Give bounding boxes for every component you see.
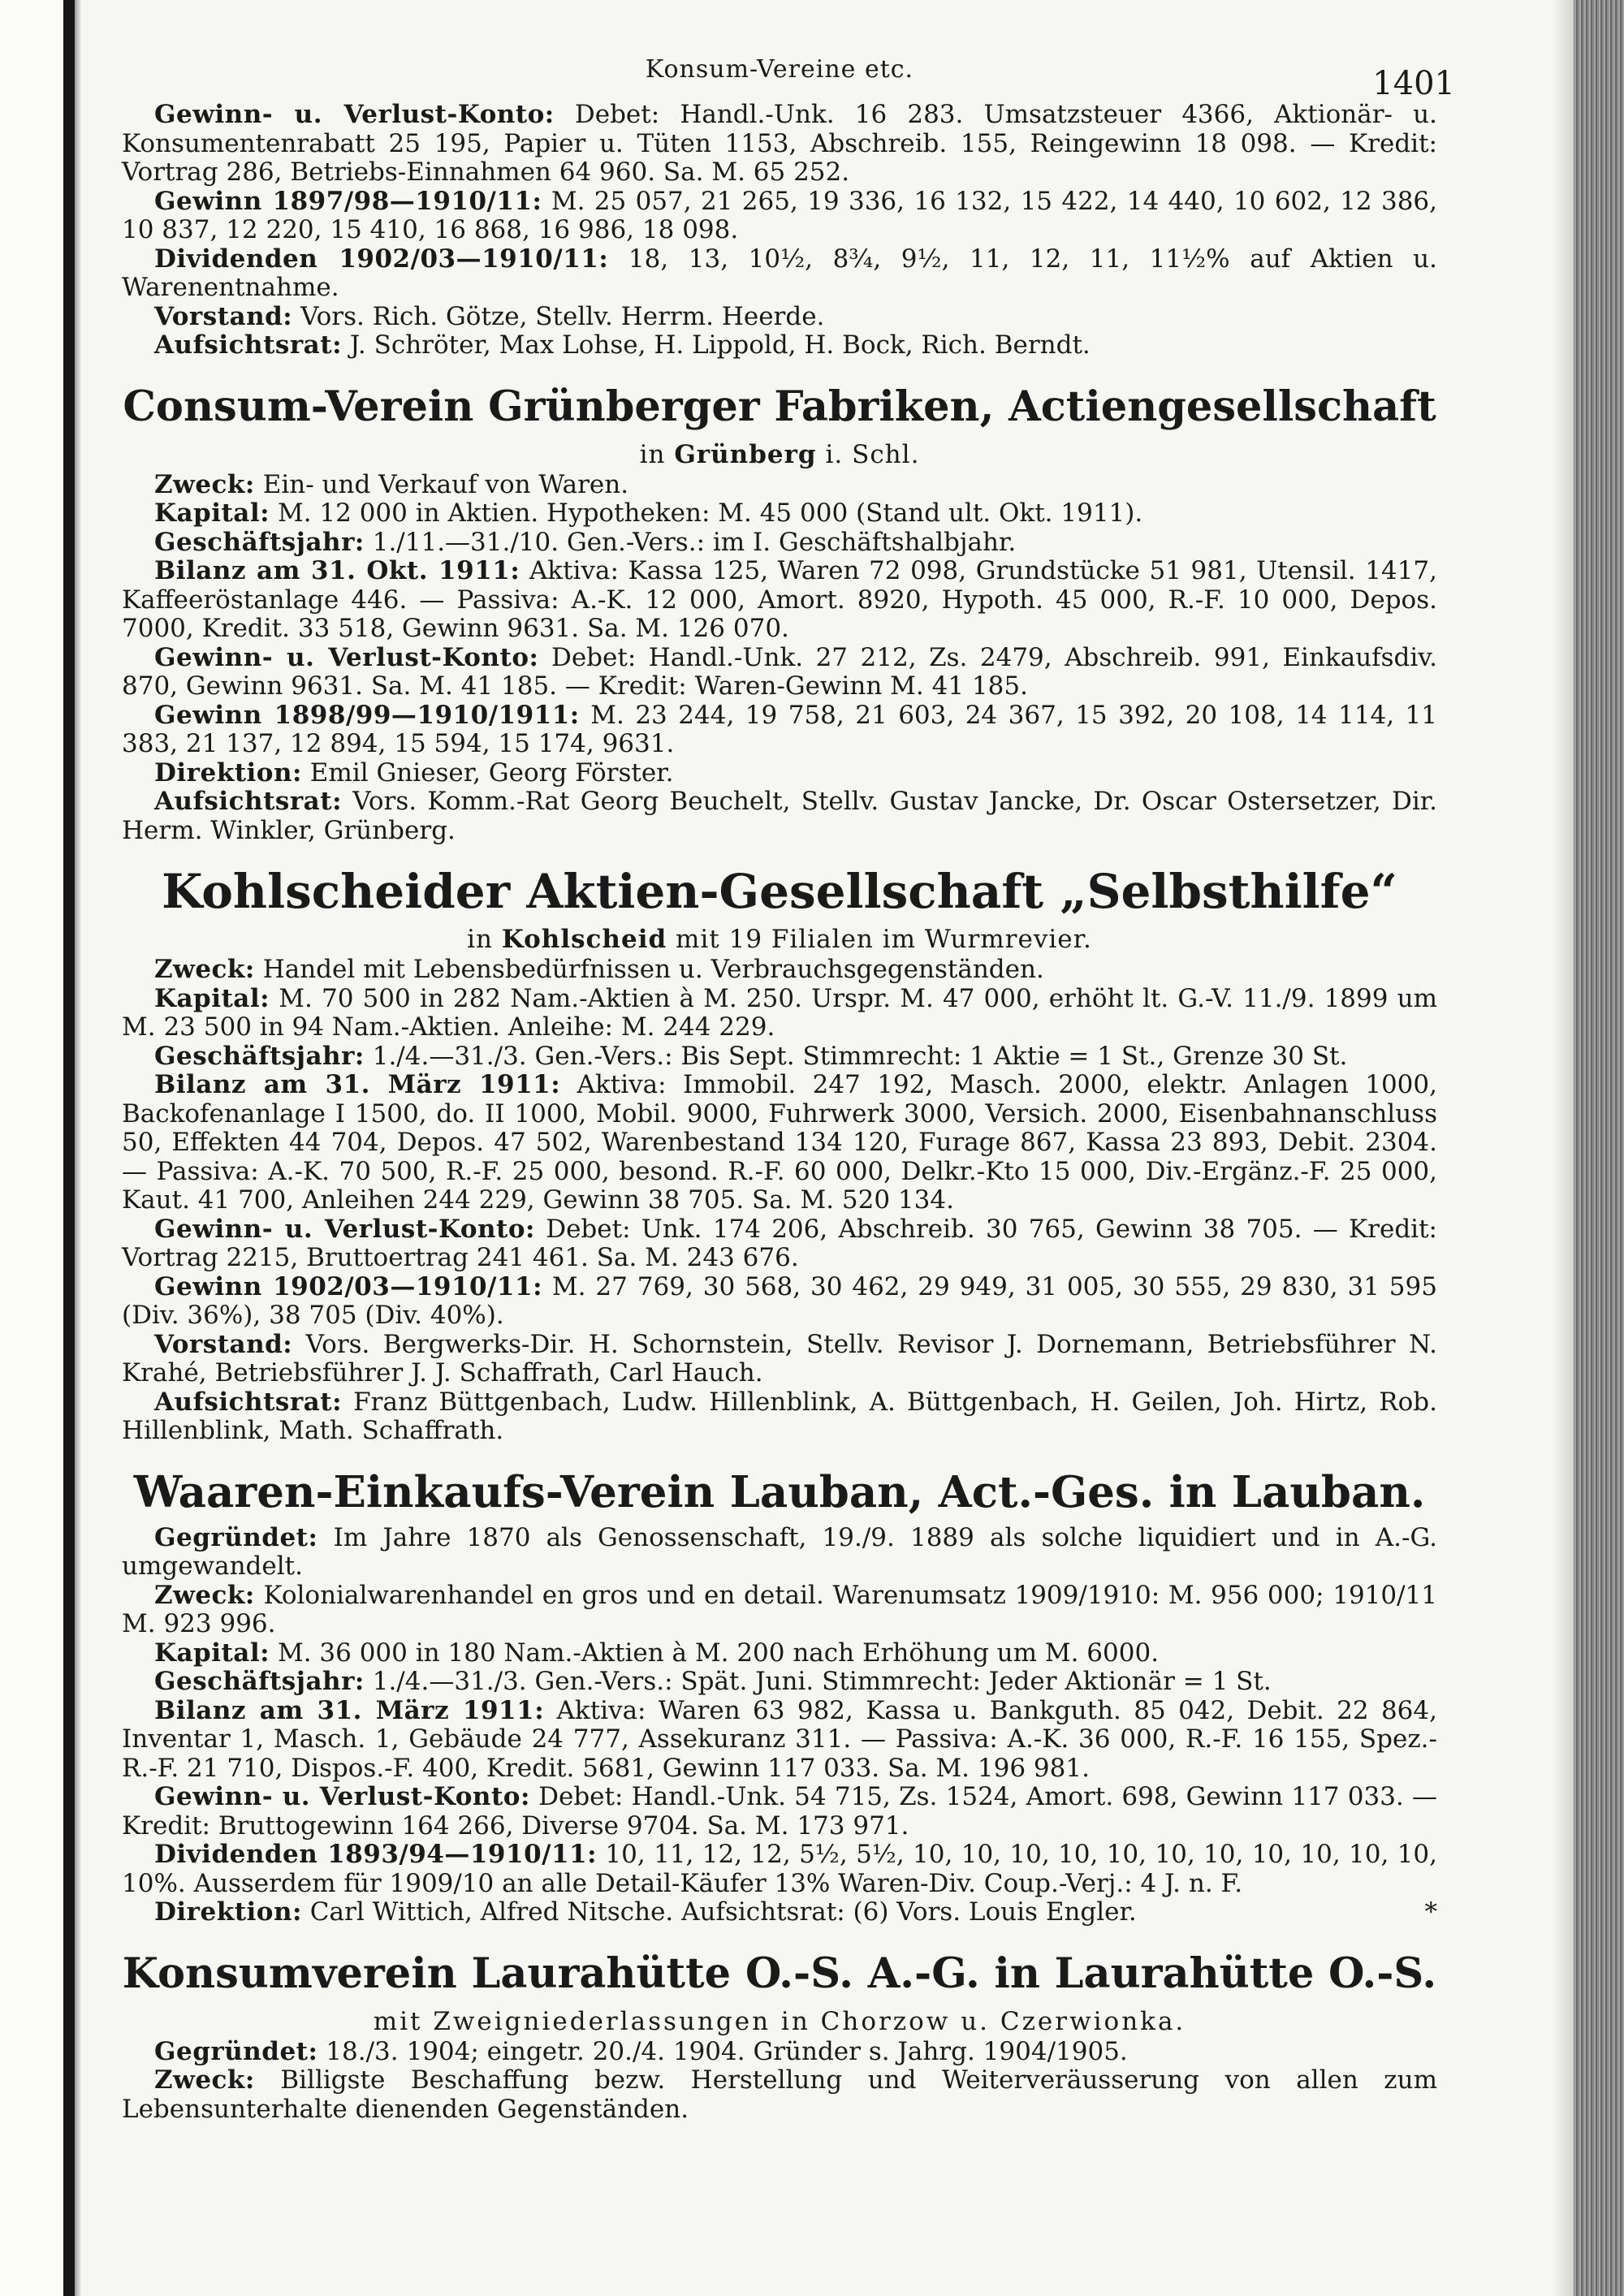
entry-continuation [122,101,1437,360]
entry-paragraph: Zweck: Billigste Beschaffung bezw. Herstellung und Weiterveräusserung von allen zum Lebensunterhalte dienenden Gegenständen. [122,2065,1437,2124]
entry-paragraph: Vorstand: Vors. Rich. Götze, Stellv. Herrm. Heerde. [154,301,825,331]
entry-paragraph: Aufsichtsrat: Franz Büttgenbach, Ludw. Hillenblink, A. Büttgenbach, H. Geilen, Joh. Hirtz, Rob. Hillenblink, Math. Schaffrath. [122,1387,1437,1445]
entry-paragraph: Bilanz am 31. März 1911: Aktiva: Immobil. 247 192, Masch. 2000, elektr. Anlagen 1000, Backofenanlage I 1500, do. II 1000, Mobil. 9000, Fuhrwerk 3000, Versich. 2000, Eisenbahnanschluss 50, Effekten 44 704, Depos. 47 502, Warenbestand 134 120, Furage 867, Kassa 23 893, Debit. 2304. — Passiva: A.-K. 70 500, R.-F. 25 000, besond. R.-F. 60 000, Delkr.-Kto 15 000, Div.-Ergänz.-F. 25 000, Kaut. 41 700, Anleihen 244 229, Gewinn 38 705. Sa. M. 520 134. [122,1070,1437,1215]
company-title: Konsumverein Laurahütte O.-S. A.-G. in Laurahütte O.-S. [122,1949,1437,1998]
entry-paragraph: Direktion: Emil Gnieser, Georg Förster. [154,757,674,788]
right-page-shadow [1553,0,1574,2296]
entry-paragraph: Dividenden 1902/03—1910/11: 18, 13, 10½, 8¾, 9½, 11, 12, 11, 11½% auf Aktien u. Warenentnahme. [122,244,1437,302]
page-number: 1401 [1372,65,1455,102]
page-stack-edge [1574,0,1624,2296]
entry-paragraph: Kapital: M. 70 500 in 282 Nam.-Aktien à M. 250. Urspr. M. 47 000, erhöht lt. G.-V. 11./9. 1899 um M. 23 500 in 94 Nam.-Aktien. Anleihe: M. 244 229. [122,983,1437,1042]
entry-consum-verein-gruenberg [122,375,1437,846]
entry-konsumverein-laurahuette [122,1942,1437,2125]
company-location: in Kohlscheid mit 19 Filialen im Wurmrevier. [467,925,1092,954]
footnote-star: * [1424,1897,1437,1927]
company-title: Waaren-Einkaufs-Verein Lauban, Act.-Ges. in Lauban. [133,1466,1426,1517]
entry-paragraph: Kapital: M. 36 000 in 180 Nam.-Aktien à M. 200 nach Erhöhung um M. 6000. [154,1638,1160,1668]
running-head-title: Konsum-Vereine etc. [645,55,914,84]
company-location: in Grünberg i. Schl. [639,439,920,469]
entry-paragraph: Geschäftsjahr: 1./4.—31./3. Gen.-Vers.: Spät. Juni. Stimmrecht: Jeder Aktionär = 1 St. [154,1667,1272,1696]
entry-paragraph: Gewinn- u. Verlust-Konto: Debet: Handl.-Unk. 54 715, Zs. 1524, Amort. 698, Gewinn 117 033. — Kredit: Bruttogewinn 164 266, Diverse 9704. Sa. M. 173 971. [122,1782,1438,1841]
entry-paragraph: Vorstand: Vors. Bergwerks-Dir. H. Schornstein, Stellv. Revisor J. Dornemann, Betriebsführer N. Krahé, Betriebsführer J. J. Schaffrath, Carl Hauch. [122,1329,1437,1388]
entry-paragraph: Aufsichtsrat: Vors. Komm.-Rat Georg Beuchelt, Stellv. Gustav Jancke, Dr. Oscar Ostersetzer, Dir. Herm. Winkler, Grünberg. [122,787,1437,845]
entry-waaren-einkaufs-verein-lauban [122,1461,1437,1927]
entry-paragraph: Dividenden 1893/94—1910/11: 10, 11, 12, 12, 5½, 5½, 10, 10, 10, 10, 10, 10, 10, 10, 10, 10, 10, 10%. Ausserdem für 1909/10 an alle Detail-Käufer 13% Waren-Div. Coup.-Verj.: 4 J. n. F. [122,1840,1437,1898]
entry-paragraph: Aufsichtsrat: J. Schröter, Max Lohse, H. Lippold, H. Bock, Rich. Berndt. [154,330,1091,360]
spine-edge [75,0,81,2296]
entry-paragraph: Bilanz am 31. März 1911: Aktiva: Waren 63 982, Kassa u. Bankguth. 85 042, Debit. 22 864, Inventar 1, Masch. 1, Gebäude 24 777, Assekuranz 311. — Passiva: A.-K. 36 000, R.-F. 16 155, Spez.-R.-F. 21 710, Dispos.-F. 400, Kredit. 5681, Gewinn 117 033. Sa. M. 196 981. [122,1695,1437,1783]
entry-paragraph: Gewinn- u. Verlust-Konto: Debet: Handl.-Unk. 27 212, Zs. 2479, Abschreib. 991, Einkaufsdiv. 870, Gewinn 9631. Sa. M. 41 185. — Kredit: Waren-Gewinn M. 41 185. [122,642,1437,701]
entry-paragraph: Gewinn 1897/98—1910/11: M. 25 057, 21 265, 19 336, 16 132, 15 422, 14 440, 10 602, 12 386, 10 837, 12 220, 15 410, 16 868, 16 986, 18 098. [122,186,1437,244]
entry-kohlscheider-ag [122,860,1437,1446]
entry-paragraph: Bilanz am 31. Okt. 1911: Aktiva: Kassa 125, Waren 72 098, Grundstücke 51 981, Utensil. 1417, Kaffeeröstanlage 446. — Passiva: A.-K. 12 000, Amort. 8920, Hypoth. 45 000, R.-F. 10 000, Depos. 7000, Kredit. 33 518, Gewinn 9631. Sa. M. 126 070. [122,556,1437,643]
entry-paragraph: Zweck: Handel mit Lebensbedürfnissen u. Verbrauchsgegenständen. [154,955,1044,984]
left-page-margin [0,0,63,2296]
entry-paragraph: Gegründet: Im Jahre 1870 als Genossenschaft, 19./9. 1889 als solche liquidiert und in A.-G. umgewandelt. [122,1522,1437,1581]
book-spine-shadow [63,0,75,2296]
document-page [122,49,1455,2124]
entry-paragraph: Kapital: M. 12 000 in Aktien. Hypotheken: M. 45 000 (Stand ult. Okt. 1911). [154,498,1143,528]
entry-paragraph: Geschäftsjahr: 1./11.—31./10. Gen.-Vers.: im I. Geschäftshalbjahr. [154,527,1017,557]
entry-paragraph: Gewinn- u. Verlust-Konto: Debet: Unk. 174 206, Abschreib. 30 765, Gewinn 38 705. — Kredit: Vortrag 2215, Bruttoertrag 241 461. Sa. M. 243 676. [122,1214,1437,1272]
entry-paragraph: * Direktion: Carl Wittich, Alfred Nitsche. Aufsichtsrat: (6) Vors. Louis Engler. [154,1897,1437,1927]
running-head [122,49,1455,102]
entry-paragraph: Gewinn- u. Verlust-Konto: Debet: Handl.-Unk. 16 283. Umsatzsteuer 4366, Aktionär- u. Konsumentenrabatt 25 195, Papier u. Tüten 1153, Abschreib. 155, Reingewinn 18 098. — Kredit: Vortrag 286, Betriebs-Einnahmen 64 960. Sa. M. 65 252. [122,100,1437,187]
entry-paragraph: Geschäftsjahr: 1./4.—31./3. Gen.-Vers.: Bis Sept. Stimmrecht: 1 Aktie = 1 St., Grenze 30 St. [154,1041,1348,1071]
entry-paragraph: Gegründet: 18./3. 1904; eingetr. 20./4. 1904. Gründer s. Jahrg. 1904/1905. [154,2036,1128,2066]
entry-paragraph: Gewinn 1902/03—1910/11: M. 27 769, 30 568, 30 462, 29 949, 31 005, 30 555, 29 830, 31 595 (Div. 36%), 38 705 (Div. 40%). [122,1271,1437,1330]
entry-paragraph: Zweck: Kolonialwarenhandel en gros und en detail. Warenumsatz 1909/1910: M. 956 000; 1910/11 M. 923 996. [122,1580,1437,1638]
entry-paragraph: Gewinn 1898/99—1910/1911: M. 23 244, 19 758, 21 603, 24 367, 15 392, 20 108, 14 114, 11 383, 21 137, 12 894, 15 594, 15 174, 9631. [122,700,1437,758]
company-title: Kohlscheider Aktien-Gesellschaft „Selbsthilfe“ [162,864,1397,919]
entry-paragraph: Zweck: Ein- und Verkauf von Waren. [154,469,629,499]
company-title: Consum-Verein Grünberger Fabriken, Actiengesellschaft [123,382,1436,431]
company-location: mit Zweigniederlassungen in Chorzow u. Czerwionka. [373,2006,1186,2036]
